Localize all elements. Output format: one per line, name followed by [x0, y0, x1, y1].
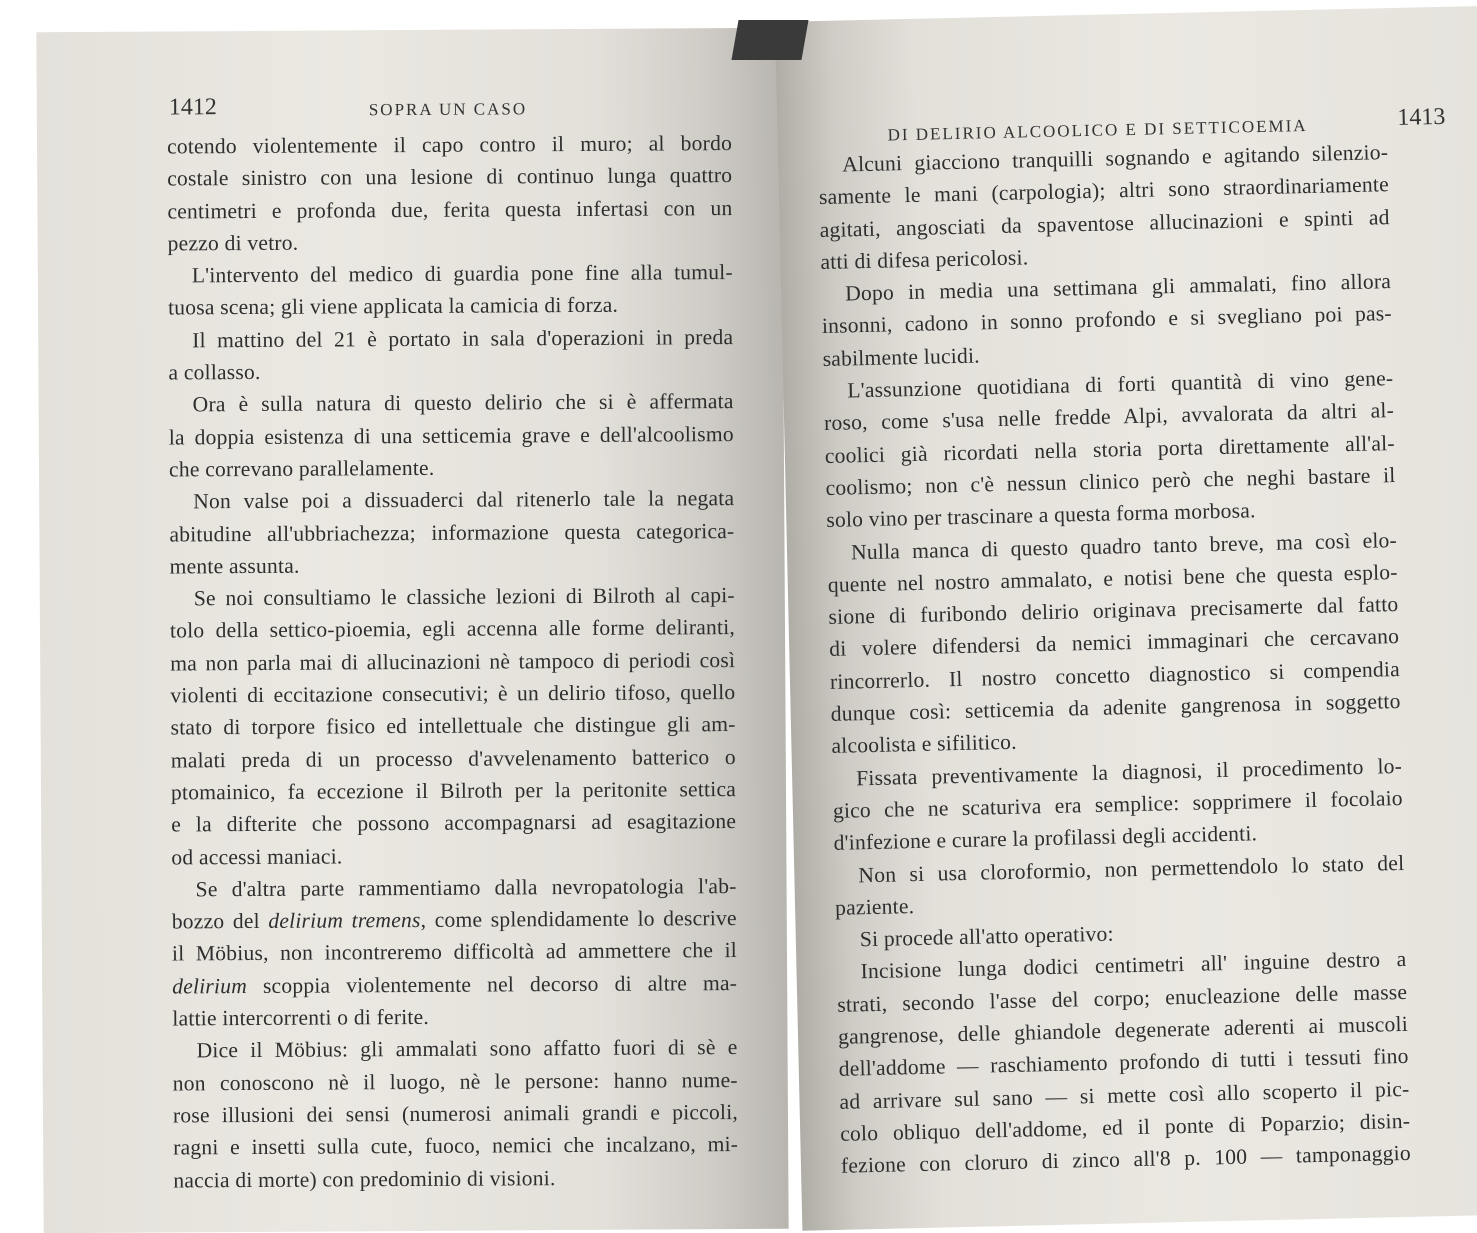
text-line: samente le mani (carpologia); altri sono straordinariamente: [818, 172, 1390, 210]
text-line: Si procede all'atto operativo:: [859, 921, 1114, 952]
text-line: Il mattino del 21 è portato in sala d'operazioni in preda: [192, 324, 734, 353]
text-line: gico che ne scaturiva era semplice: sopprimere il focolaio: [832, 785, 1404, 823]
text-line: coolici già ricordati nella storia porta direttamente all'al-: [824, 430, 1395, 468]
text-line: Se noi consultiamo le classiche lezioni di Bilroth al capi-: [193, 583, 735, 611]
text-line: malati preda di un processo d'avvelenamento batterico o: [170, 744, 736, 773]
left-page: [36, 28, 788, 1233]
text-line: il Möbius, non incontreremo difficoltà ad ammettere che il: [171, 938, 738, 966]
right-page: [775, 6, 1477, 1231]
text-line: costale sinistro con una lesione di continuo lunga quattro: [167, 163, 733, 191]
text-line: solo vino per trascinare a questa forma morbosa.: [826, 498, 1256, 533]
text-line: dunque così: setticemia da adenite gangrenosa in soggetto: [830, 689, 1401, 726]
text-line: L'intervento del medico di guardia pone fine alla tumul-: [191, 260, 733, 288]
text-line: Dopo in media una settimana gli ammalati, fino allora: [844, 269, 1392, 306]
page-number: 1413: [1397, 103, 1446, 131]
text-line: paziente.: [834, 893, 915, 920]
text-line: sione di furibondo delirio originava precisamerte dal fatto: [828, 592, 1399, 630]
text-line: Fissata preventivamente la diagnosi, il procedimento lo-: [855, 753, 1403, 790]
text-line: alcoolista e sifilitico.: [831, 730, 1017, 759]
text-line: dell'addome — raschiamento profondo di tutti i tessuti fino: [838, 1044, 1409, 1082]
text-line: Incisione lunga dodici centimetri all' inguine destro a: [860, 947, 1407, 984]
text-line: d'infezione e curare la profilassi degli accidenti.: [833, 821, 1258, 856]
text-line: rincorrerlo. Il nostro concetto diagnostico si compendia: [829, 656, 1401, 694]
text-line: naccia di morte) con predominio di visioni.: [173, 1165, 556, 1192]
text-line: che correvano parallelamente.: [168, 455, 435, 482]
text-line: e la difterite che possono accompagnarsi ad esagitazione: [171, 809, 737, 837]
text-line: centimetri e profonda due, ferita questa infertasi con un: [167, 195, 733, 224]
body-text: [818, 136, 1411, 1182]
text-line: cotendo violentemente il capo contro il muro; al bordo: [166, 131, 733, 159]
text-line: mente assunta.: [169, 553, 300, 579]
text-line: sabilmente lucidi.: [822, 343, 981, 371]
text-line: pezzo di vetro.: [167, 230, 299, 256]
text-line: delirium scoppia violentemente nel decorso di altre ma-: [172, 970, 738, 999]
text-line: coolismo; non c'è nessun clinico però che neghi bastare il: [825, 463, 1396, 500]
page-number: 1412: [168, 94, 217, 121]
text-line: Non si usa cloroformio, non permettendolo lo stato del: [858, 850, 1405, 887]
text-line: strati, secondo l'asse del corpo; enucleazione delle masse: [837, 979, 1408, 1017]
text-line: di volere difendersi da nemici immaginari che cercavano: [828, 624, 1400, 662]
text-line: L'assunzione quotidiana di forti quantità di vino gene-: [847, 366, 1394, 403]
text-line: Nulla manca di questo quadro tanto breve, ma così elo-: [850, 527, 1398, 564]
text-line: tuosa scena; gli viene applicata la camicia di forza.: [167, 293, 619, 320]
text-line: fezione con cloruro di zinco all'8 p. 100 — tamponaggio: [840, 1141, 1412, 1178]
text-line: ma non parla mai di allucinazioni nè tampoco di periodi così: [170, 647, 736, 676]
text-line: Se d'altra parte rammentiamo dalla nevropatologia l'ab-: [195, 873, 737, 902]
text-line: agitati, angosciati da spaventose allucinazioni e spinti ad: [819, 204, 1390, 242]
text-line: ptomainico, fa eccezione il Bilroth per la peritonite settica: [170, 776, 737, 805]
text-line: atti di difesa pericolosi.: [820, 245, 1029, 274]
text-line: bozzo del delirium tremens, come splendidamente lo descrive: [171, 906, 737, 934]
text-line: gangrenose, delle ghiandole degenerate aderenti ai muscoli: [837, 1011, 1409, 1049]
running-head: DI DELIRIO ALCOOLICO E DI SETTICOEMIA: [887, 115, 1308, 145]
text-line: insonni, cadono in sonno profondo e si svegliano poi pas-: [821, 301, 1393, 339]
text-line: la doppia esistenza di una setticemia grave e dell'alcoolismo: [168, 421, 734, 450]
text-line: abitudine all'ubbriachezza; informazione questa categorica-: [169, 518, 735, 547]
text-line: a collasso.: [168, 360, 261, 385]
text-line: Ora è sulla natura di questo delirio che si è affermata: [192, 389, 734, 417]
text-line: Non valse poi a dissuaderci dal ritenerlo tale la negata: [193, 486, 735, 514]
text-line: rose illusioni dei sensi (numerosi animali grandi e piccoli,: [172, 1099, 739, 1128]
text-line: roso, come s'usa nelle fredde Alpi, avvalorata da altri al-: [823, 398, 1395, 436]
text-line: stato di torpore fisico ed intellettuale che distingue gli am-: [170, 712, 736, 740]
text-line: quente nel nostro ammalato, e notisi bene che questa esplo-: [827, 559, 1398, 597]
text-line: lattie intercorrenti o di ferite.: [172, 1004, 430, 1031]
text-line: ad arrivare sul sano — si mette così allo scoperto il pic-: [839, 1076, 1410, 1114]
body-text: [167, 127, 739, 1196]
text-line: tolo della settico-pioemia, egli accenna alle forme deliranti,: [169, 615, 736, 643]
text-line: ragni e insetti sulla cute, fuoco, nemici che incalzano, mi-: [173, 1132, 739, 1160]
text-line: violenti di eccitazione consecutivi; è un delirio tifoso, quello: [170, 680, 736, 708]
text-line: od accessi maniaci.: [171, 843, 343, 870]
text-line: colo obliquo dell'addome, ed il ponte di Poparzio; disin-: [839, 1108, 1411, 1146]
text-line: Alcuni giacciono tranquilli sognando e agitando silenzio-: [841, 140, 1389, 177]
text-line: non conoscono nè il luogo, nè le persone: hanno nume-: [172, 1067, 738, 1096]
text-line: Dice il Möbius: gli ammalati sono affatto fuori di sè e: [196, 1035, 738, 1063]
book-gutter: [731, 20, 808, 60]
running-head: SOPRA UN CASO: [368, 99, 528, 120]
